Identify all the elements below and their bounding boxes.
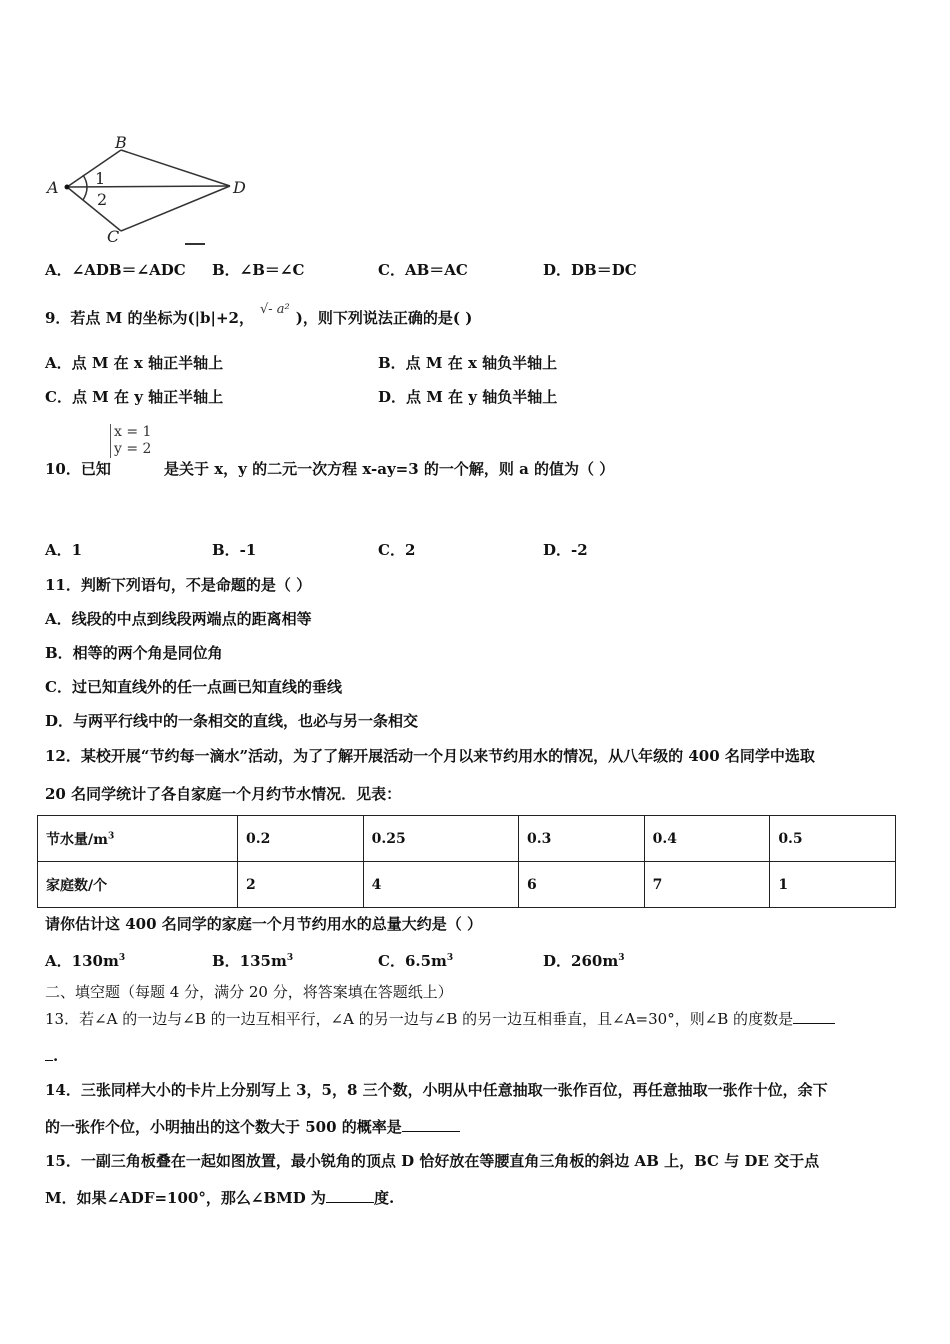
q13-text: 13．若∠A 的一边与∠B 的一边互相平行，∠A 的另一边与∠B 的另一边互相垂直，且∠A=30°，则∠B 的度数是 <box>45 1010 794 1028</box>
q11-option-d: D．与两平行线中的一条相交的直线，也必与另一条相交 <box>45 712 419 730</box>
table-cell: 0.5 <box>770 816 896 862</box>
answer-blank <box>402 1116 460 1132</box>
angle-2: 2 <box>97 190 108 209</box>
q15-line2 <box>45 1187 394 1208</box>
eq-y: y = 2 <box>114 441 152 457</box>
q12-question: 请你估计这 400 名同学的家庭一个月节约用水的总量大约是（ ） <box>45 915 482 933</box>
table-cell: 6 <box>518 862 644 908</box>
quadrilateral-figure <box>45 132 255 247</box>
q9-option-b: B．点 M 在 x 轴负半轴上 <box>378 354 558 372</box>
q14-text: 的一张作个位，小明抽出的这个数大于 500 的概率是 <box>45 1118 402 1136</box>
q9-option-c: C．点 M 在 y 轴正半轴上 <box>45 388 224 406</box>
table-cell: 4 <box>363 862 518 908</box>
eq-x: x = 1 <box>114 424 152 440</box>
q12-line1: 12．某校开展“节约每一滴水”活动，为了了解开展活动一个月以来节约用水的情况，从八年级的 400 名同学中选取 <box>45 747 815 765</box>
option-text: C．6.5m <box>378 952 447 970</box>
q12-option-b: B．$135m^3$ <box>212 952 294 970</box>
section-heading: 二、填空题（每题 4 分，满分 20 分，将答案填在答题纸上） <box>45 983 453 1001</box>
option-text: D．260m <box>543 952 619 970</box>
table-row <box>38 816 896 862</box>
water-saving-table <box>37 815 896 908</box>
label-b: B <box>115 133 127 152</box>
q8-option-b: B．∠B＝∠C <box>212 261 305 279</box>
q12-option-c: C．$6.5m^3$ <box>378 952 454 970</box>
q9-option-a: A．点 M 在 x 轴正半轴上 <box>45 354 224 372</box>
table-cell: 0.2 <box>238 816 364 862</box>
q10-prefix: 10．已知 <box>45 460 111 478</box>
row-header: 节水量$/m^3$ <box>38 816 238 862</box>
answer-blank <box>45 1045 53 1061</box>
q14-line2 <box>45 1116 460 1137</box>
table-cell: 0.3 <box>518 816 644 862</box>
q13-tail <box>45 1045 58 1066</box>
label-d: D <box>233 178 246 197</box>
q13-period: . <box>53 1047 59 1065</box>
angle-1: 1 <box>95 169 106 188</box>
equation-system <box>110 424 151 458</box>
q10-question: 是关于 x，y 的二元一次方程 x-ay=3 的一个解，则 a 的值为（ ） <box>164 460 615 478</box>
q10-option-a: A．1 <box>45 541 83 559</box>
q11-question: 11．判断下列语句，不是命题的是（ ） <box>45 576 312 594</box>
q10-option-c: C．2 <box>378 541 416 559</box>
q15-text-end: 度. <box>373 1189 395 1207</box>
option-text: B．135m <box>212 952 287 970</box>
q15-line1: 15．一副三角板叠在一起如图放置，最小锐角的顶点 D 恰好放在等腰直角三角板的斜边 AB 上，BC 与 DE 交于点 <box>45 1152 820 1170</box>
sqrt-expression: √- a² <box>260 302 290 317</box>
table-cell: 0.4 <box>644 816 770 862</box>
q9-text-end: )，则下列说法正确的是( ) <box>295 309 473 327</box>
q11-option-a: A．线段的中点到线段两端点的距离相等 <box>45 610 312 628</box>
label-c: C <box>107 227 120 246</box>
q8-option-c: C．AB＝AC <box>378 261 468 279</box>
q9-question <box>45 302 473 330</box>
table-cell: 0.25 <box>363 816 518 862</box>
q9-text: 9．若点 M 的坐标为(|b|+2， <box>45 309 254 327</box>
label-a: A <box>47 178 59 197</box>
q12-option-a: A．$130m^3$ <box>45 952 126 970</box>
q11-option-c: C．过已知直线外的任一点画已知直线的垂线 <box>45 678 342 696</box>
q12-line2: 20 名同学统计了各自家庭一个月约节水情况．见表： <box>45 785 402 803</box>
table-cell: 7 <box>644 862 770 908</box>
answer-blank <box>793 1008 835 1024</box>
q14-line1: 14．三张同样大小的卡片上分别写上 3，5，8 三个数，小明从中任意抽取一张作百位，再任意抽取一张作十位，余下 <box>45 1081 828 1099</box>
option-text: A．130m <box>45 952 119 970</box>
q15-text: M．如果∠ADF=100°，那么∠BMD 为 <box>45 1189 326 1207</box>
header-text: 节水量/m <box>46 831 108 848</box>
row-header: 家庭数/个 <box>38 862 238 908</box>
q13-question <box>45 1008 835 1029</box>
q11-option-b: B．相等的两个角是同位角 <box>45 644 223 662</box>
q10-option-b: B．-1 <box>212 541 257 559</box>
answer-blank <box>326 1187 374 1203</box>
q9-option-d: D．点 M 在 y 轴负半轴上 <box>378 388 558 406</box>
q8-option-d: D．DB＝DC <box>543 261 637 279</box>
q8-option-a: A．∠ADB＝∠ADC <box>45 261 186 279</box>
q10-option-d: D．-2 <box>543 541 588 559</box>
table-cell: 1 <box>770 862 896 908</box>
table-row <box>38 862 896 908</box>
table-cell: 2 <box>238 862 364 908</box>
q12-option-d: D．$260m^3$ <box>543 952 625 970</box>
